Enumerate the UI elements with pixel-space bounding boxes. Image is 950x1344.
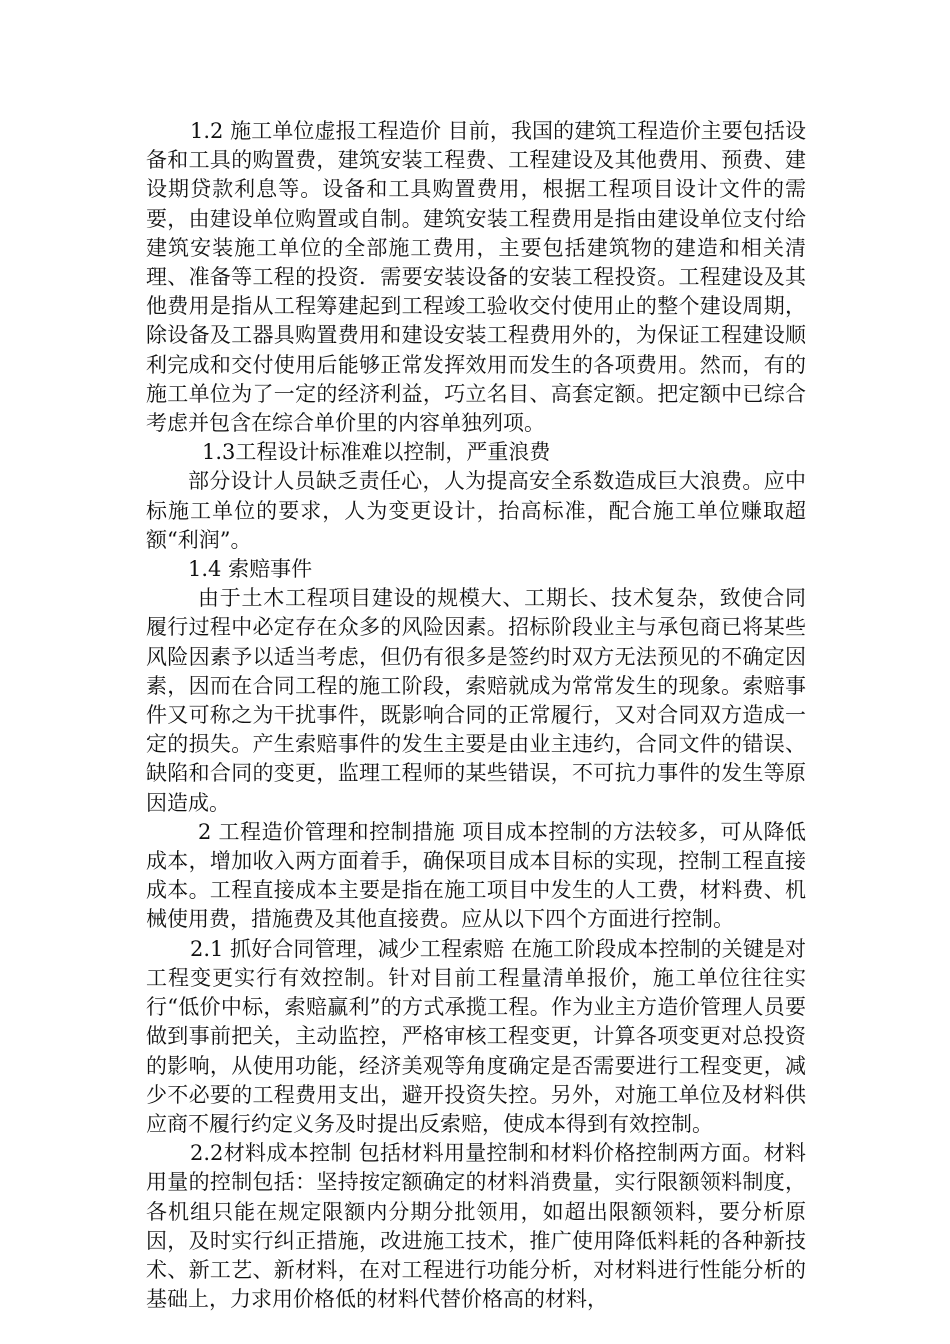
paragraph-2-1-contract-management: 2.1 抓好合同管理，减少工程索赔 在施工阶段成本控制的关键是对工程变更实行有效控制。针对目前工程量清单报价，施工单位往往实行“低价中标，索赔赢利”的方式承揽工程。作为业主方造价管理人员要做到事前把关，主动监控，严格审核工程变更，计算各项变更对总投资的影响，从使用功能，经济美观等角度确定是否需要进行工程变更，减少不必要的工程费用支出，避开投资失控。另外，对施工单位及材料供应商不履行约定义务及时提出反索赔，使成本得到有效控制。 bbox=[146, 936, 806, 1136]
paragraph-1-3-body: 部分设计人员缺乏责任心，人为提高安全系数造成巨大浪费。应中标施工单位的要求，人为变更设计，抬高标准，配合施工单位赚取超额“利润”。 bbox=[146, 469, 806, 552]
paragraph-2-2-material-cost: 2.2材料成本控制 包括材料用量控制和材料价格控制两方面。材料用量的控制包括：坚持按定额确定的材料消费量，实行限额领料制度，各机组只能在规定限额内分期分批领用，如超出限额领料，要分析原因，及时实行纠正措施，改进施工技术，推广使用降低料耗的各种新技术、新工艺、新材料，在对工程进行功能分析，对材料进行性能分析的基础上，力求用价格低的材料代替价格高的材料， bbox=[146, 1141, 806, 1312]
paragraph-2-cost-management: 2 工程造价管理和控制措施 项目成本控制的方法较多，可从降低成本，增加收入两方面着手，确保项目成本目标的实现，控制工程直接成本。工程直接成本主要是指在施工项目中发生的人工费，材料费、机械使用费，措施费及其他直接费。应从以下四个方面进行控制。 bbox=[146, 819, 806, 932]
paragraph-1-2-false-cost-reporting: 1.2 施工单位虚报工程造价 目前，我国的建筑工程造价主要包括设备和工具的购置费，建筑安装工程费、工程建设及其他费用、预费、建设期贷款利息等。设备和工具购置费用，根据工程项目设计文件的需要，由建设单位购置或自制。建筑安装工程费用是指由建设单位支付给建筑安装施工单位的全部施工费用，主要包括建筑物的建造和相关清理、准备等工程的投资．需要安装设备的安装工程投资。工程建设及其他费用是指从工程筹建起到工程竣工验收交付使用止的整个建设周期，除设备及工器具购置费用和建设安装工程费用外的，为保证工程建设顺利完成和交付使用后能够正常发挥效用而发生的各项费用。然而，有的施工单位为了一定的经济利益，巧立名目、高套定额。把定额中已综合考虑并包含在综合单价里的内容单独列项。 bbox=[146, 119, 806, 436]
document-body bbox=[146, 117, 806, 1314]
paragraph-1-4-body: 由于土木工程项目建设的规模大、工期长、技术复杂，致使合同履行过程中必定存在众多的风险因素。招标阶段业主与承包商已将某些风险因素予以适当考虑，但仍有很多是签约时双方无法预见的不确定因素，因而在合同工程的施工阶段，索赔就成为常常发生的现象。索赔事件又可称之为干扰事件，既影响合同的正常履行，又对合同双方造成一定的损失。产生索赔事件的发生主要是由业主违约，合同文件的错误、缺陷和合同的变更，监理工程师的某些错误，不可抗力事件的发生等原因造成。 bbox=[146, 586, 806, 815]
heading-1-4-claims: 1.4 索赔事件 bbox=[188, 557, 313, 582]
heading-1-3-design-standards: 1.3工程设计标准难以控制，严重浪费 bbox=[202, 440, 551, 465]
